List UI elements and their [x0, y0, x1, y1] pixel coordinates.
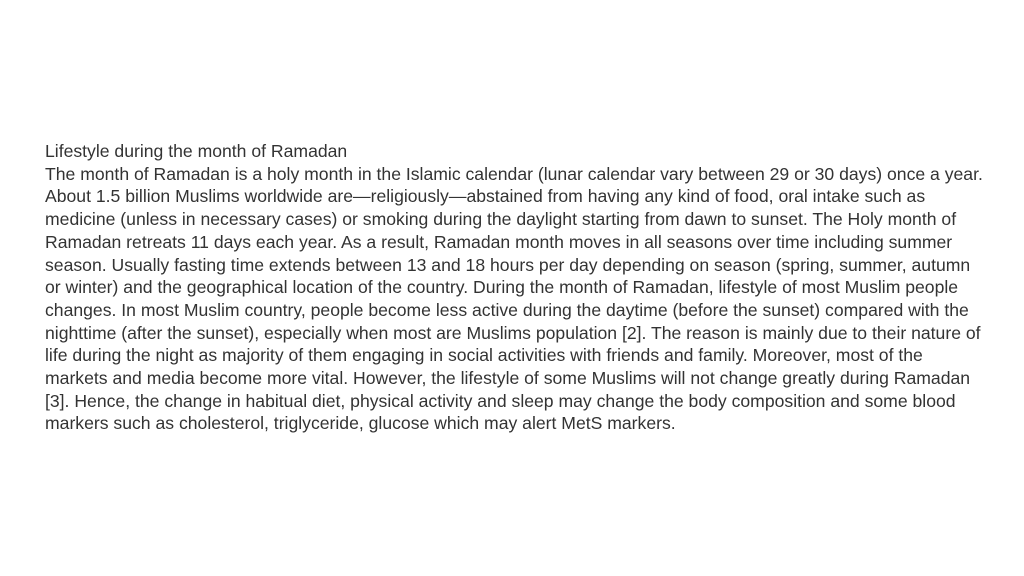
body-paragraph: The month of Ramadan is a holy month in the Islamic calendar (lunar calendar vary between 29 or 30 days) once a year. About 1.5 billion Muslims worldwide are—religiously—abstained from having any kind of food, oral intake such as medicine (unless in necessary cases) or smoking during the daylight starting from dawn to sunset. The Holy month of Ramadan retreats 11 days each year. As a result, Ramadan month moves in all seasons over time including summer season. Usually fasting time extends between 13 and 18 hours per day depending on season (spring, summer, autumn or winter) and the geographical location of the country. During the month of Ramadan, lifestyle of most Muslim people changes. In most Muslim country, people become less active during the daytime (before the sunset) compared with the nighttime (after the sunset), especially when most are Muslims population [2]. The reason is mainly due to their nature of life during the night as majority of them engaging in social activities with friends and family. Moreover, most of the markets and media become more vital. However, the lifestyle of some Muslims will not change greatly during Ramadan [3]. Hence, the change in habitual diet, physical activity and sleep may change the body composition and some blood markers such as cholesterol, triglyceride, glucose which may alert MetS markers.: [45, 163, 983, 434]
text-block: [45, 140, 990, 435]
slide-title: Lifestyle during the month of Ramadan: [45, 141, 348, 161]
